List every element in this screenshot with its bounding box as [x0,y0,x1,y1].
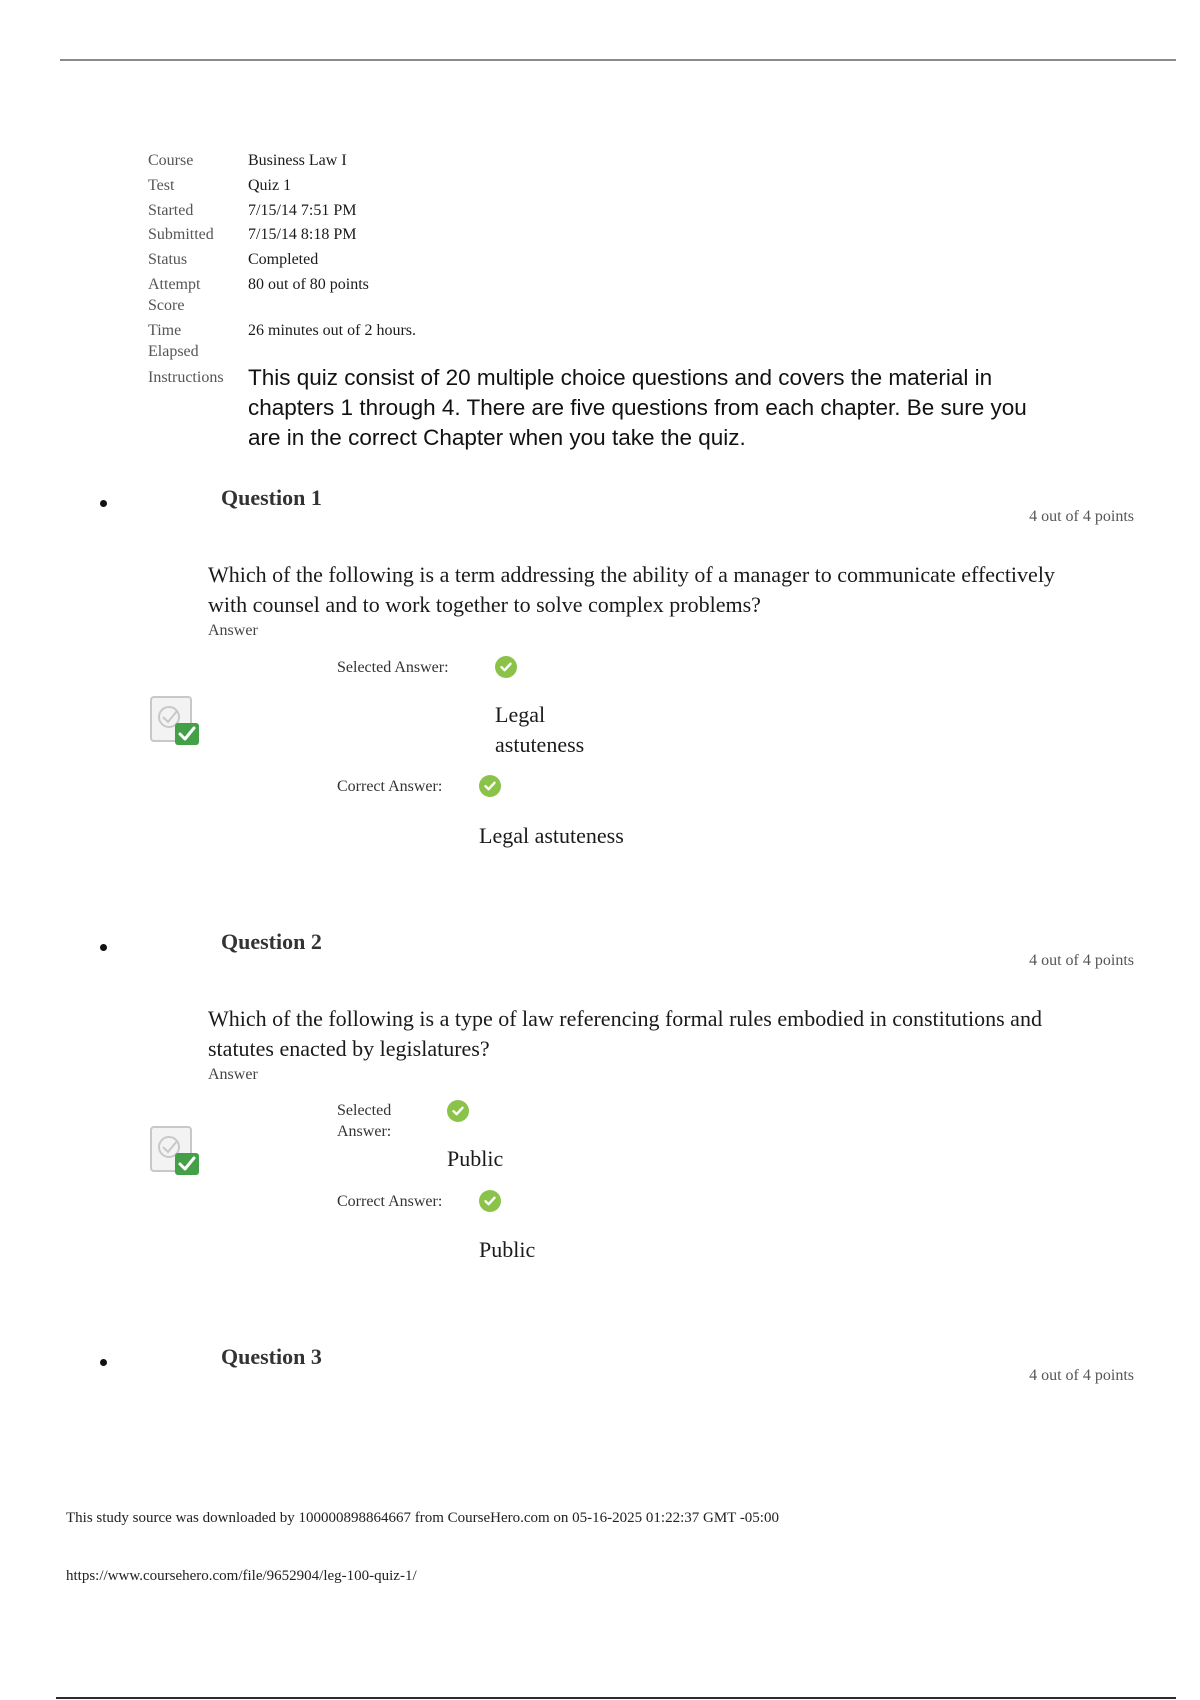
bullet [100,500,107,507]
bullet [100,1359,107,1366]
question-title: Question 1 [221,485,322,510]
question-points: 4 out of 4 points [1029,952,1134,969]
instructions-label: Instructions [148,369,224,386]
selected-answer-label-line2: Answer: [337,1123,392,1140]
time-label-line1: Time [148,322,182,339]
status-value: Completed [248,251,319,268]
source-url-link[interactable]: https://www.coursehero.com/file/9652904/leg-100-quiz-1/ [66,1568,417,1584]
question-points: 4 out of 4 points [1029,1367,1134,1384]
correct-answer: Legal astuteness [479,823,624,848]
correct-answer: Public [479,1237,536,1262]
started-label: Started [148,202,194,219]
answer-label: Answer [208,622,258,639]
question-title: Question 2 [221,929,322,954]
question-points: 4 out of 4 points [1029,508,1134,525]
time-label-line2: Elapsed [148,343,199,360]
submitted-value: 7/15/14 8:18 PM [248,226,357,243]
check-circle-icon [447,1100,469,1122]
bullet [100,944,107,951]
correct-answer-label: Correct Answer: [337,1193,443,1210]
correct-answer-label: Correct Answer: [337,778,443,795]
score-label-line1: Attempt [148,276,201,293]
answer-label: Answer [208,1066,258,1083]
test-label: Test [148,177,175,194]
selected-answer: Public [447,1146,504,1171]
course-value: Business Law I [248,152,347,169]
score-value: 80 out of 80 points [248,276,369,293]
selected-answer-label: Selected Answer: [337,659,449,676]
check-circle-icon [495,656,517,678]
top-rule [60,59,1176,61]
score-label-line2: Score [148,297,185,314]
graded-correct-icon [149,1125,201,1177]
download-notice: This study source was downloaded by 100000898864667 from CourseHero.com on 05-16-2025 01:22:37 GMT -05:00 [66,1510,779,1526]
started-value: 7/15/14 7:51 PM [248,202,357,219]
time-value: 26 minutes out of 2 hours. [248,322,416,339]
selected-answer: Legal astuteness [495,702,585,757]
status-label: Status [148,251,188,268]
question-text: Which of the following is a type of law referencing formal rules embodied in constitutions and statutes enacted by legislatures? [208,1006,1042,1061]
graded-correct-icon [149,695,201,747]
instructions-text: This quiz consist of 20 multiple choice questions and covers the material in chapters 1 through 4. There are five questions from each chapter. Be sure you are in the correct Chapter when you take the quiz. [248,365,1027,450]
bottom-rule [56,1697,1176,1699]
check-circle-icon [479,1190,501,1212]
check-circle-icon [479,775,501,797]
course-label: Course [148,152,194,169]
submitted-label: Submitted [148,226,214,243]
selected-answer-label-line1: Selected [337,1102,392,1119]
test-value: Quiz 1 [248,177,292,194]
question-text: Which of the following is a term addressing the ability of a manager to communicate effectively with counsel and to work together to solve complex problems? [208,562,1055,617]
question-title: Question 3 [221,1344,322,1369]
